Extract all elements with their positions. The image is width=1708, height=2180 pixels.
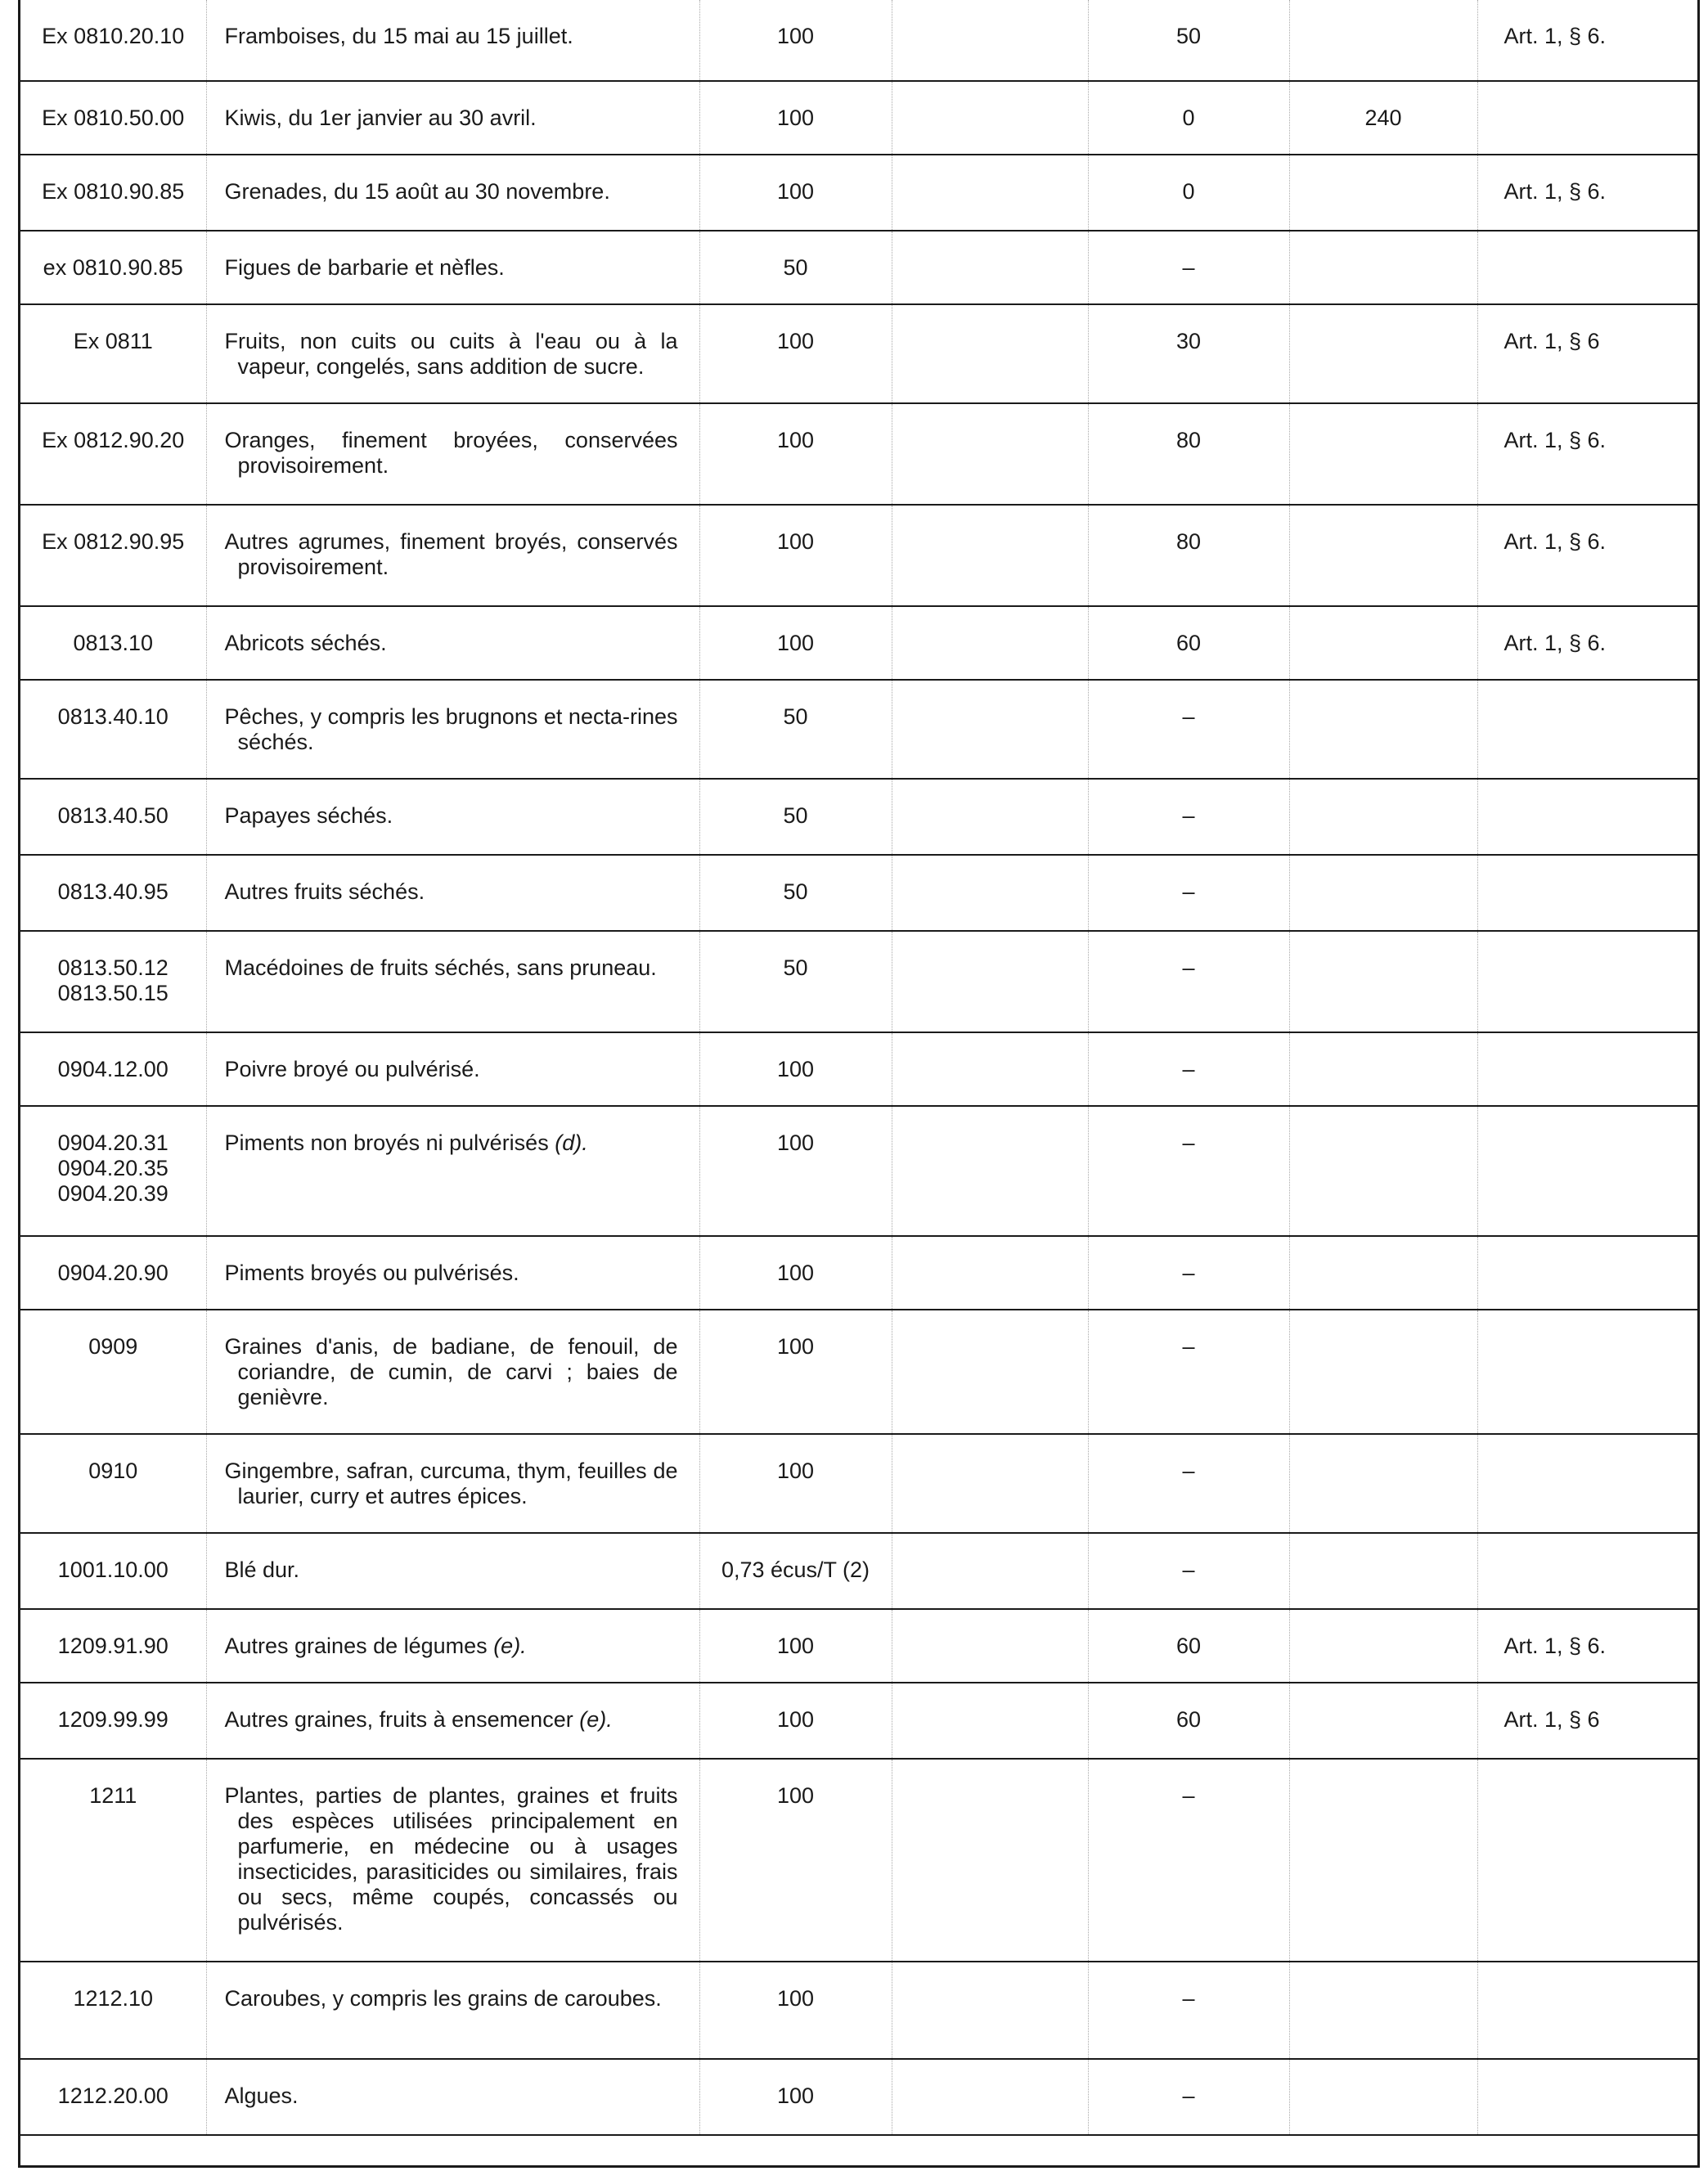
specific-amount-cell	[1289, 231, 1477, 304]
rate-text: 100	[776, 1459, 815, 1483]
description-text: Blé dur.	[224, 1557, 300, 1582]
reduced-rate-cell	[1088, 505, 1289, 606]
reduced-rate-cell	[1088, 0, 1289, 81]
rate-cell	[699, 231, 892, 304]
specific-amount-cell	[1289, 403, 1477, 505]
rate-text: 100	[776, 1057, 815, 1081]
table-row	[20, 403, 1697, 505]
table-row	[20, 1683, 1697, 1759]
empty-cell	[892, 155, 1088, 231]
description-text: Framboises, du 15 mai au 15 juillet.	[224, 24, 573, 48]
rate-text: 100	[776, 1783, 815, 1808]
reduced-rate-cell	[1088, 931, 1289, 1032]
tariff-code-text: 1209.99.99	[57, 1707, 169, 1732]
description-text: Kiwis, du 1er janvier au 30 avril.	[224, 106, 537, 130]
note-cell	[1477, 855, 1697, 931]
table-row	[20, 81, 1697, 155]
rate-text: 50	[783, 255, 808, 280]
rate-cell	[699, 1310, 892, 1434]
rate-text: 50	[783, 803, 808, 828]
rate-cell	[699, 1236, 892, 1310]
tariff-code-cell	[20, 2059, 206, 2135]
specific-amount-cell	[1289, 2059, 1477, 2135]
tariff-code-text: 1001.10.00	[57, 1557, 169, 1582]
empty-cell	[892, 855, 1088, 931]
rate-cell	[699, 1106, 892, 1236]
reduced-rate-text: 0	[1182, 106, 1195, 130]
tariff-code-cell	[20, 1310, 206, 1434]
table-row	[20, 1032, 1697, 1106]
note-text: Art. 1, § 6.	[1503, 428, 1607, 452]
note-cell	[1477, 2059, 1697, 2135]
reduced-rate-cell	[1088, 1434, 1289, 1533]
rate-cell	[699, 1962, 892, 2059]
specific-amount-cell	[1289, 931, 1477, 1032]
table-row	[20, 1609, 1697, 1683]
reduced-rate-text: 30	[1175, 329, 1202, 353]
table-row	[20, 606, 1697, 680]
reduced-rate-text: –	[1182, 255, 1195, 280]
tariff-code-text: Ex 0812.90.20	[42, 428, 185, 452]
reduced-rate-text: –	[1182, 1459, 1195, 1483]
description-text: Pêches, y compris les brugnons et necta-rines séchés.	[224, 704, 678, 754]
reduced-rate-cell	[1088, 81, 1289, 155]
description-cell	[206, 81, 699, 155]
rate-cell	[699, 304, 892, 403]
tariff-code-text: 0813.40.95	[57, 879, 169, 904]
empty-cell	[892, 0, 1088, 81]
reduced-rate-cell	[1088, 231, 1289, 304]
note-cell	[1477, 1106, 1697, 1236]
tariff-code-text: Ex 0810.90.85	[42, 179, 185, 204]
tariff-code-text: 0813.10	[73, 631, 154, 655]
description-cell	[206, 680, 699, 779]
table-row	[20, 155, 1697, 231]
tariff-code-cell	[20, 155, 206, 231]
rate-text: 100	[776, 2083, 815, 2108]
tariff-code-cell	[20, 1106, 206, 1236]
rate-cell	[699, 1609, 892, 1683]
tariff-code-text: ex 0810.90.85	[43, 255, 183, 280]
description-text: Piments broyés ou pulvérisés.	[224, 1261, 519, 1285]
tariff-code-text: 0813.40.50	[57, 803, 169, 828]
footnote-marker: (d).	[555, 1130, 588, 1155]
reduced-rate-text: 80	[1175, 428, 1202, 452]
description-cell	[206, 231, 699, 304]
note-cell	[1477, 1032, 1697, 1106]
note-text: Art. 1, § 6.	[1503, 24, 1607, 48]
empty-cell	[892, 2059, 1088, 2135]
description-text: Piments non broyés ni pulvérisés (d).	[224, 1130, 588, 1155]
tariff-code-text: 0910	[88, 1459, 138, 1483]
description-text: Autres fruits séchés.	[224, 879, 425, 904]
table-row	[20, 1434, 1697, 1533]
tariff-code-text: Ex 0810.20.10	[42, 24, 185, 48]
description-text: Fruits, non cuits ou cuits à l'eau ou à la vapeur, congelés, sans addition de sucre.	[224, 329, 678, 379]
reduced-rate-text: 60	[1175, 1634, 1202, 1658]
rate-cell	[699, 0, 892, 81]
reduced-rate-cell	[1088, 855, 1289, 931]
specific-amount-cell	[1289, 1962, 1477, 2059]
description-cell	[206, 1032, 699, 1106]
rate-text: 100	[776, 329, 815, 353]
note-text: Art. 1, § 6.	[1503, 1634, 1607, 1658]
specific-amount-cell	[1289, 1032, 1477, 1106]
tariff-code-text: 0909	[88, 1334, 138, 1359]
reduced-rate-text: –	[1182, 1986, 1195, 2011]
empty-cell	[892, 231, 1088, 304]
description-text: Grenades, du 15 août au 30 novembre.	[224, 179, 610, 204]
tariff-code-text: 0813.50.12 0813.50.15	[57, 955, 169, 1005]
empty-cell	[892, 931, 1088, 1032]
note-cell	[1477, 1434, 1697, 1533]
tariff-code-cell	[20, 1683, 206, 1759]
note-text: Art. 1, § 6.	[1503, 529, 1607, 554]
rate-text: 100	[776, 1707, 815, 1732]
description-text: Graines d'anis, de badiane, de fenouil, de coriandre, de cumin, de carvi ; baies de genièvre.	[224, 1334, 678, 1409]
table-row	[20, 680, 1697, 779]
tariff-code-cell	[20, 855, 206, 931]
reduced-rate-cell	[1088, 1683, 1289, 1759]
specific-amount-cell	[1289, 1434, 1477, 1533]
reduced-rate-cell	[1088, 1310, 1289, 1434]
description-text: Plantes, parties de plantes, graines et fruits des espèces utilisées principalement en parfumerie, en médecine ou à usages insecticides, parasiticides ou similaires, frais ou secs, même coupés, concassés ou pulvérisés.	[224, 1783, 678, 1935]
table-row	[20, 1962, 1697, 2059]
note-cell	[1477, 304, 1697, 403]
reduced-rate-text: –	[1182, 1334, 1195, 1359]
empty-cell	[892, 1434, 1088, 1533]
specific-amount-cell	[1289, 304, 1477, 403]
reduced-rate-text: –	[1182, 704, 1195, 729]
note-cell	[1477, 931, 1697, 1032]
specific-amount-cell	[1289, 1106, 1477, 1236]
description-text: Figues de barbarie et nèfles.	[224, 255, 505, 280]
rate-text: 100	[776, 106, 815, 130]
description-cell	[206, 1609, 699, 1683]
description-cell	[206, 304, 699, 403]
note-cell	[1477, 1962, 1697, 2059]
note-cell	[1477, 680, 1697, 779]
empty-cell	[892, 1683, 1088, 1759]
description-text: Caroubes, y compris les grains de caroubes.	[224, 1986, 662, 2011]
tariff-code-text: Ex 0811	[73, 329, 153, 353]
reduced-rate-cell	[1088, 1106, 1289, 1236]
tariff-code-text: 0813.40.10	[57, 704, 169, 729]
reduced-rate-cell	[1088, 1533, 1289, 1609]
description-cell	[206, 779, 699, 855]
reduced-rate-cell	[1088, 304, 1289, 403]
note-cell	[1477, 155, 1697, 231]
description-cell	[206, 1533, 699, 1609]
specific-amount-text: 240	[1364, 106, 1402, 130]
rate-text: 100	[776, 1634, 815, 1658]
empty-cell	[892, 1759, 1088, 1962]
note-cell	[1477, 1759, 1697, 1962]
empty-cell	[892, 779, 1088, 855]
reduced-rate-cell	[1088, 2059, 1289, 2135]
rate-text: 50	[783, 955, 808, 980]
table-row	[20, 931, 1697, 1032]
rate-text: 100	[776, 1334, 815, 1359]
specific-amount-cell	[1289, 606, 1477, 680]
rate-text: 100	[776, 24, 815, 48]
rate-cell	[699, 1759, 892, 1962]
reduced-rate-text: –	[1182, 879, 1195, 904]
note-cell	[1477, 81, 1697, 155]
empty-cell	[892, 81, 1088, 155]
table-row	[20, 855, 1697, 931]
empty-cell	[892, 1533, 1088, 1609]
table-body	[20, 0, 1697, 2135]
tariff-code-cell	[20, 1759, 206, 1962]
note-cell	[1477, 0, 1697, 81]
table-row	[20, 304, 1697, 403]
description-cell	[206, 855, 699, 931]
rate-cell	[699, 505, 892, 606]
description-cell	[206, 1759, 699, 1962]
tariff-code-text: 0904.20.90	[57, 1261, 169, 1285]
rate-cell	[699, 1533, 892, 1609]
description-text: Papayes séchés.	[224, 803, 393, 828]
note-cell	[1477, 606, 1697, 680]
reduced-rate-cell	[1088, 403, 1289, 505]
rate-text: 100	[776, 428, 815, 452]
rate-cell	[699, 779, 892, 855]
tariff-code-cell	[20, 1032, 206, 1106]
rate-cell	[699, 2059, 892, 2135]
description-text: Gingembre, safran, curcuma, thym, feuilles de laurier, curry et autres épices.	[224, 1459, 678, 1508]
specific-amount-cell	[1289, 1236, 1477, 1310]
footnote-marker: (e).	[493, 1634, 527, 1658]
empty-cell	[892, 1609, 1088, 1683]
tariff-code-text: 1211	[89, 1783, 137, 1808]
empty-cell	[892, 606, 1088, 680]
specific-amount-cell	[1289, 779, 1477, 855]
reduced-rate-cell	[1088, 1759, 1289, 1962]
specific-amount-cell	[1289, 1533, 1477, 1609]
description-cell	[206, 931, 699, 1032]
reduced-rate-text: 60	[1175, 631, 1202, 655]
empty-cell	[892, 1962, 1088, 2059]
footnote-marker: (e).	[579, 1707, 613, 1732]
table-row	[20, 1106, 1697, 1236]
tariff-table	[20, 0, 1697, 2136]
reduced-rate-cell	[1088, 1236, 1289, 1310]
specific-amount-cell	[1289, 1759, 1477, 1962]
specific-amount-cell	[1289, 155, 1477, 231]
rate-cell	[699, 1032, 892, 1106]
rate-cell	[699, 680, 892, 779]
note-cell	[1477, 1236, 1697, 1310]
reduced-rate-text: 0	[1182, 179, 1195, 204]
reduced-rate-cell	[1088, 779, 1289, 855]
reduced-rate-cell	[1088, 155, 1289, 231]
rate-text: 100	[776, 1986, 815, 2011]
specific-amount-cell	[1289, 1310, 1477, 1434]
tariff-code-text: 0904.12.00	[57, 1057, 169, 1081]
note-cell	[1477, 505, 1697, 606]
tariff-code-cell	[20, 81, 206, 155]
note-cell	[1477, 779, 1697, 855]
table-row	[20, 1236, 1697, 1310]
table-row	[20, 2059, 1697, 2135]
empty-cell	[892, 403, 1088, 505]
tariff-code-cell	[20, 1236, 206, 1310]
table-row	[20, 0, 1697, 81]
note-text: Art. 1, § 6.	[1503, 631, 1607, 655]
reduced-rate-text: –	[1182, 1783, 1195, 1808]
empty-cell	[892, 1236, 1088, 1310]
description-cell	[206, 2059, 699, 2135]
specific-amount-cell	[1289, 855, 1477, 931]
description-text: Macédoines de fruits séchés, sans pruneau.	[224, 955, 657, 980]
reduced-rate-text: 80	[1175, 529, 1202, 554]
tariff-code-cell	[20, 304, 206, 403]
rate-cell	[699, 606, 892, 680]
tariff-code-text: Ex 0812.90.95	[42, 529, 185, 554]
empty-cell	[892, 680, 1088, 779]
note-cell	[1477, 1533, 1697, 1609]
reduced-rate-text: –	[1182, 1557, 1195, 1582]
note-cell	[1477, 231, 1697, 304]
rate-cell	[699, 81, 892, 155]
tariff-code-text: 1212.20.00	[57, 2083, 169, 2108]
tariff-code-cell	[20, 779, 206, 855]
reduced-rate-cell	[1088, 1032, 1289, 1106]
reduced-rate-cell	[1088, 606, 1289, 680]
rate-cell	[699, 855, 892, 931]
tariff-code-cell	[20, 403, 206, 505]
empty-cell	[892, 1310, 1088, 1434]
empty-cell	[892, 1106, 1088, 1236]
tariff-code-cell	[20, 606, 206, 680]
rate-text: 50	[783, 879, 808, 904]
tariff-code-cell	[20, 505, 206, 606]
description-cell	[206, 505, 699, 606]
table-row	[20, 231, 1697, 304]
reduced-rate-cell	[1088, 680, 1289, 779]
tariff-table-page	[18, 0, 1700, 2168]
table-row	[20, 779, 1697, 855]
rate-text: 100	[776, 1261, 815, 1285]
specific-amount-cell	[1289, 0, 1477, 81]
specific-amount-cell	[1289, 1609, 1477, 1683]
tariff-code-text: 0904.20.31 0904.20.35 0904.20.39	[57, 1130, 169, 1206]
reduced-rate-text: –	[1182, 803, 1195, 828]
tariff-code-cell	[20, 231, 206, 304]
reduced-rate-text: 50	[1175, 24, 1202, 48]
rate-text: 100	[776, 529, 815, 554]
rate-cell	[699, 403, 892, 505]
note-cell	[1477, 403, 1697, 505]
description-text: Autres agrumes, finement broyés, conservés provisoirement.	[224, 529, 678, 579]
rate-text: 0,73 écus/T (2)	[721, 1557, 870, 1582]
tariff-code-cell	[20, 0, 206, 81]
reduced-rate-text: 60	[1175, 1707, 1202, 1732]
specific-amount-cell	[1289, 680, 1477, 779]
description-cell	[206, 1962, 699, 2059]
note-text: Art. 1, § 6	[1503, 329, 1600, 353]
description-text: Abricots séchés.	[224, 631, 387, 655]
note-cell	[1477, 1609, 1697, 1683]
specific-amount-cell	[1289, 505, 1477, 606]
tariff-code-cell	[20, 1533, 206, 1609]
rate-cell	[699, 1683, 892, 1759]
rate-text: 50	[783, 704, 808, 729]
tariff-code-cell	[20, 931, 206, 1032]
empty-cell	[892, 304, 1088, 403]
tariff-code-text: 1212.10	[73, 1986, 154, 2011]
tariff-code-text: Ex 0810.50.00	[42, 106, 185, 130]
description-text: Oranges, finement broyées, conservées provisoirement.	[224, 428, 678, 478]
table-row	[20, 1759, 1697, 1962]
reduced-rate-text: –	[1182, 1057, 1195, 1081]
description-text: Autres graines, fruits à ensemencer (e).	[224, 1707, 613, 1732]
table-row	[20, 505, 1697, 606]
note-cell	[1477, 1310, 1697, 1434]
reduced-rate-cell	[1088, 1962, 1289, 2059]
tariff-code-text: 1209.91.90	[57, 1634, 169, 1658]
description-cell	[206, 1434, 699, 1533]
description-text: Autres graines de légumes (e).	[224, 1634, 527, 1658]
description-text: Algues.	[224, 2083, 299, 2108]
rate-text: 100	[776, 631, 815, 655]
reduced-rate-text: –	[1182, 1130, 1195, 1155]
description-cell	[206, 606, 699, 680]
rate-text: 100	[776, 179, 815, 204]
description-cell	[206, 1236, 699, 1310]
reduced-rate-cell	[1088, 1609, 1289, 1683]
description-cell	[206, 155, 699, 231]
note-text: Art. 1, § 6	[1503, 1707, 1600, 1732]
specific-amount-cell	[1289, 1683, 1477, 1759]
description-text: Poivre broyé ou pulvérisé.	[224, 1057, 480, 1081]
note-cell	[1477, 1683, 1697, 1759]
table-row	[20, 1310, 1697, 1434]
reduced-rate-text: –	[1182, 955, 1195, 980]
tariff-code-cell	[20, 680, 206, 779]
tariff-code-cell	[20, 1434, 206, 1533]
reduced-rate-text: –	[1182, 2083, 1195, 2108]
rate-cell	[699, 931, 892, 1032]
rate-cell	[699, 1434, 892, 1533]
empty-cell	[892, 505, 1088, 606]
specific-amount-cell	[1289, 81, 1477, 155]
rate-text: 100	[776, 1130, 815, 1155]
rate-cell	[699, 155, 892, 231]
reduced-rate-text: –	[1182, 1261, 1195, 1285]
description-cell	[206, 0, 699, 81]
description-cell	[206, 1683, 699, 1759]
empty-cell	[892, 1032, 1088, 1106]
table-row	[20, 1533, 1697, 1609]
description-cell	[206, 1310, 699, 1434]
tariff-code-cell	[20, 1609, 206, 1683]
note-text: Art. 1, § 6.	[1503, 179, 1607, 204]
description-cell	[206, 403, 699, 505]
description-cell	[206, 1106, 699, 1236]
tariff-code-cell	[20, 1962, 206, 2059]
